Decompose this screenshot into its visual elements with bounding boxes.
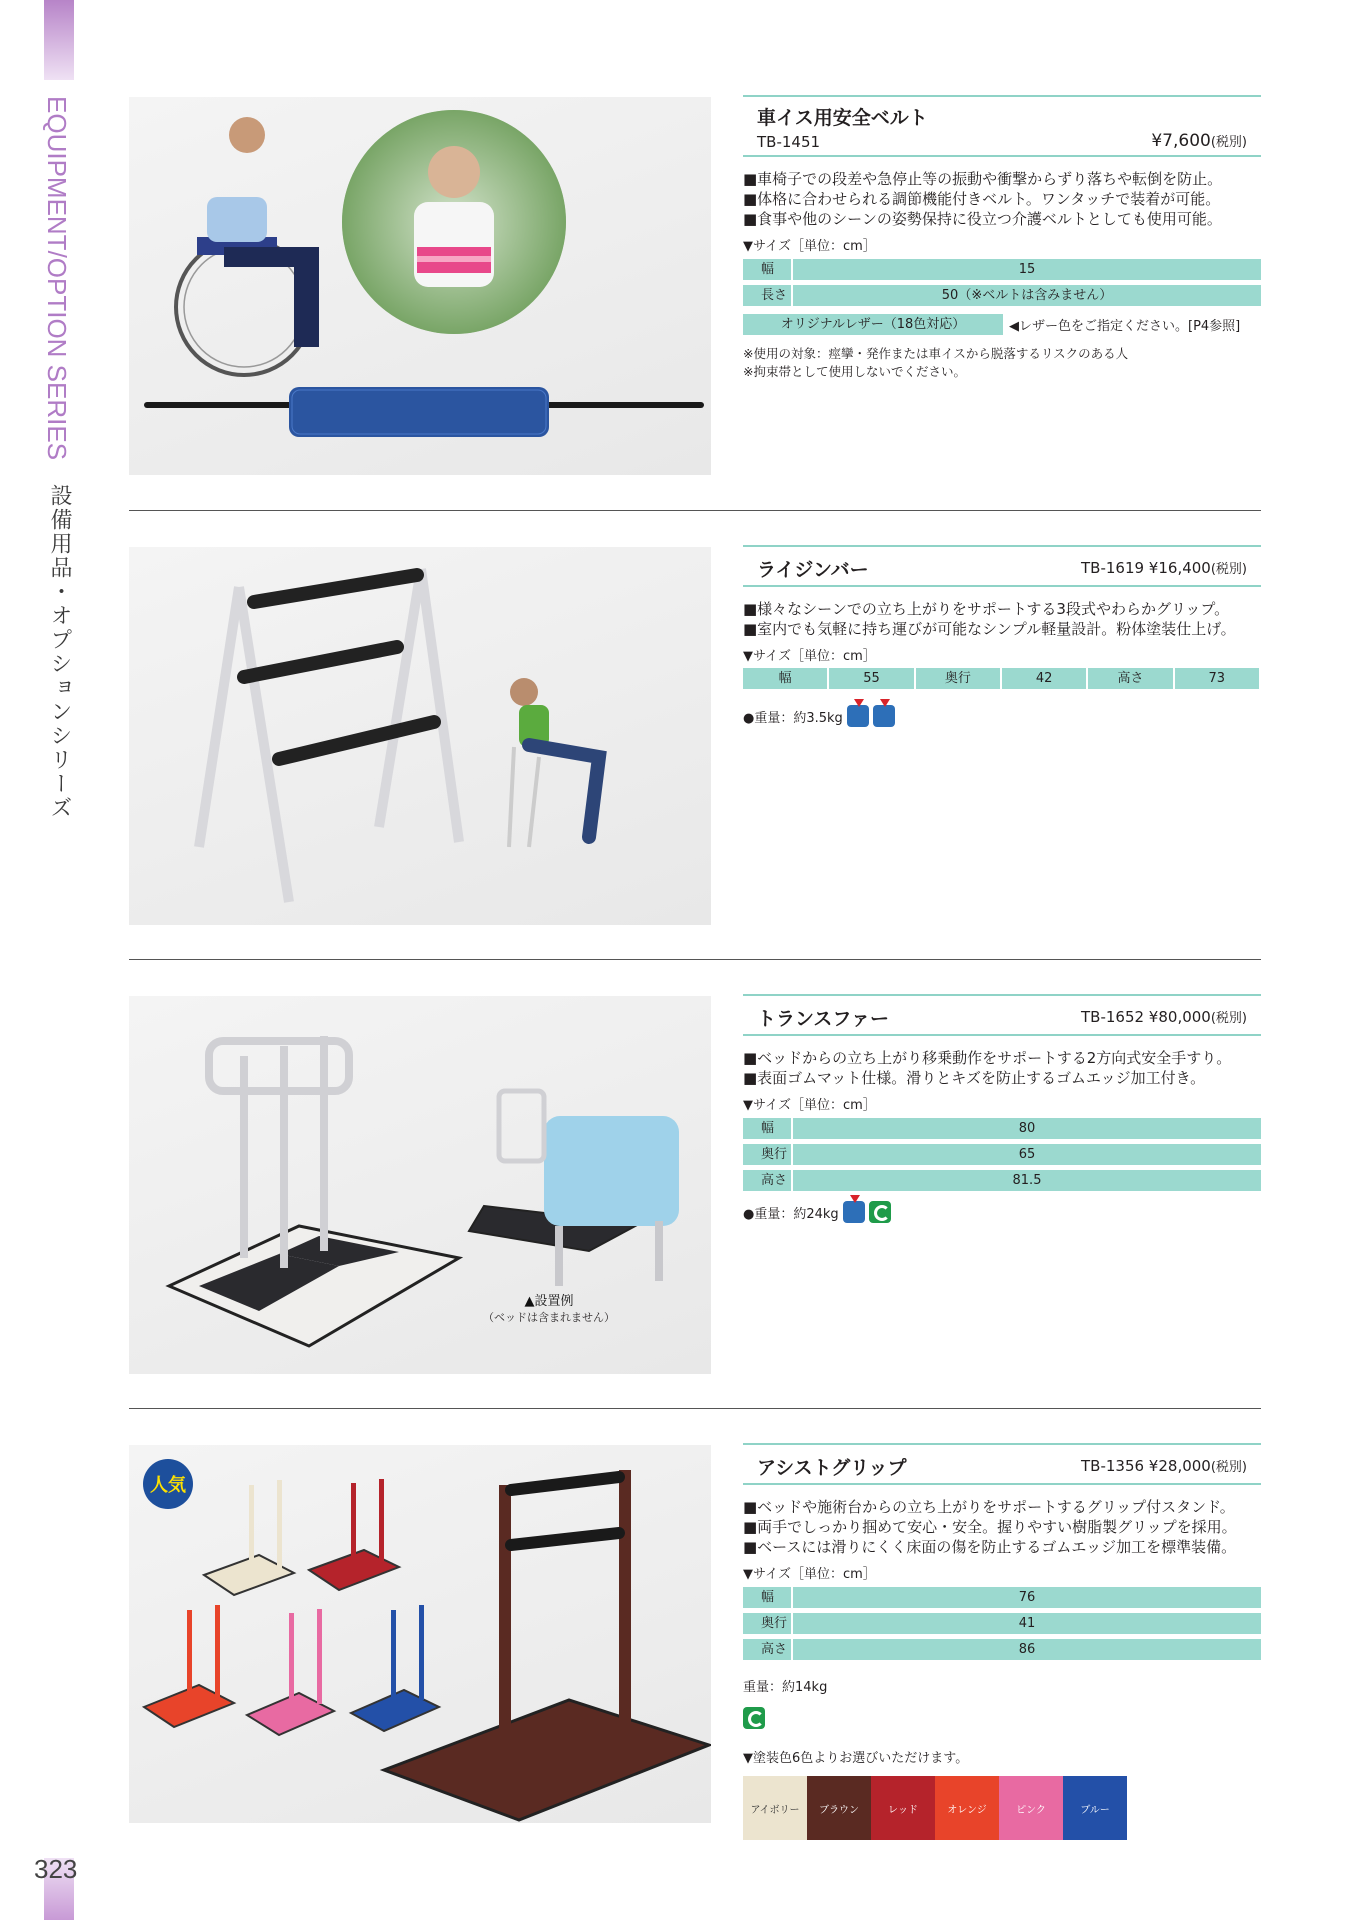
size-value: 55	[829, 668, 915, 689]
price-value: ¥7,600	[1151, 131, 1211, 151]
description-line: ■表面ゴムマット仕様。滑りとキズを防止するゴムエッジ加工付き。	[743, 1069, 1206, 1087]
size-key: 高さ	[743, 1639, 793, 1660]
description-line: ■ベッドや施術台からの立ち上がりをサポートするグリップ付スタンド。	[743, 1498, 1235, 1516]
tax-note: (税別)	[1210, 1460, 1247, 1475]
description-line: ■ベッドからの立ち上がり移乗動作をサポートする2方向式安全手すり。	[743, 1049, 1232, 1067]
size-row	[743, 1118, 1261, 1139]
product-info-transfer	[743, 994, 1261, 1223]
description-line: ■食事や他のシーンの姿勢保持に役立つ介護ベルトとしても使用可能。	[743, 210, 1222, 228]
size-row	[743, 285, 1261, 306]
product-info-rising-bar	[743, 545, 1261, 727]
side-title-en: EQUIPMENT/OPTION SERIES	[42, 96, 72, 461]
product-name: アシストグリップ	[757, 1457, 907, 1479]
size-row	[743, 668, 1261, 689]
product-photo-rising-bar	[129, 547, 711, 925]
size-key: 高さ	[1088, 668, 1174, 689]
model-price: TB-1356 ¥28,000	[1081, 1457, 1211, 1475]
size-key: 幅	[743, 668, 829, 689]
size-value: 86	[1018, 1642, 1036, 1657]
product-header	[743, 1443, 1261, 1485]
size-value: 76	[1018, 1590, 1036, 1605]
product-photo-assist-grip	[129, 1445, 711, 1823]
product-description	[743, 599, 1261, 639]
description-line: ■室内でも気軽に持ち運びが可能なシンプル軽量設計。粉体塗装仕上げ。	[743, 620, 1236, 638]
color-swatch-ivory: アイボリー	[743, 1776, 807, 1840]
caption-note: （ベッドは含まれません）	[483, 1311, 615, 1324]
size-label: ▼サイズ［単位：cm］	[743, 649, 876, 664]
page-number: 323	[34, 1854, 78, 1884]
weight-text: 重量：約14kg	[743, 1680, 828, 1695]
size-value: 42	[1002, 668, 1088, 689]
weight-info	[743, 1201, 1261, 1223]
description-line: ■様々なシーンでの立ち上がりをサポートする3段式やわらかグリップ。	[743, 600, 1230, 618]
product-price	[1081, 558, 1247, 577]
popular-badge: 人気	[143, 1459, 193, 1509]
install-caption	[459, 1290, 639, 1325]
product-info-safety-belt	[743, 95, 1261, 381]
size-label: ▼サイズ［単位：cm］	[743, 1098, 876, 1113]
product-header	[743, 95, 1261, 157]
leather-note: ◀レザー色をご指定ください。[P4参照]	[1009, 319, 1241, 334]
size-value: 80	[1018, 1121, 1036, 1136]
tax-note: (税別)	[1210, 562, 1247, 577]
color-swatch-blue: ブルー	[1063, 1776, 1127, 1840]
size-value: 73	[1175, 668, 1261, 689]
usage-notes	[743, 345, 1261, 381]
size-row	[743, 1639, 1261, 1660]
size-row	[743, 1170, 1261, 1191]
section-divider	[129, 1408, 1261, 1409]
size-key: 幅	[743, 1587, 793, 1608]
description-line: ■車椅子での段差や急停止等の振動や衝撃からずり落ちや転倒を防止。	[743, 170, 1223, 188]
product-photo-safety-belt	[129, 97, 711, 475]
product-price	[1081, 1007, 1247, 1026]
size-row	[743, 1144, 1261, 1165]
size-key: 高さ	[743, 1170, 793, 1191]
weight-text: ●重量：約24kg	[743, 1206, 839, 1222]
model-price: TB-1619 ¥16,400	[1081, 559, 1211, 577]
assembly-icon	[869, 1201, 891, 1223]
size-value: 81.5	[1012, 1173, 1042, 1188]
delivery-box-icon	[873, 705, 895, 727]
size-row	[743, 1587, 1261, 1608]
leather-tag: オリジナルレザー（18色対応）	[743, 314, 1003, 335]
product-name: ライジンバー	[757, 559, 869, 581]
side-accent-top	[44, 0, 74, 80]
size-key: 奥行	[743, 1144, 793, 1165]
section-divider	[129, 510, 1261, 511]
color-swatch-brown: ブラウン	[807, 1776, 871, 1840]
size-value: 50（※ベルトは含みません）	[941, 288, 1113, 303]
model-price: TB-1652 ¥80,000	[1081, 1008, 1211, 1026]
usage-note: ※拘束帯として使用しないでください。	[743, 364, 966, 379]
side-title-jp: 設備用品・オプションシリーズ	[47, 484, 72, 820]
description-line: ■体格に合わせられる調節機能付きベルト。ワンタッチで装着が可能。	[743, 190, 1221, 208]
description-line: ■両手でしっかり掴めて安心・安全。握りやすい樹脂製グリップを採用。	[743, 1518, 1237, 1536]
size-key: 幅	[743, 259, 793, 280]
product-description	[743, 1497, 1261, 1557]
color-swatches	[743, 1776, 1261, 1840]
product-header	[743, 545, 1261, 587]
size-row	[743, 1613, 1261, 1634]
color-swatch-pink: ピンク	[999, 1776, 1063, 1840]
size-key: 奥行	[743, 1613, 793, 1634]
size-key: 幅	[743, 1118, 793, 1139]
product-name: 車イス用安全ベルト	[757, 107, 928, 129]
product-description	[743, 1048, 1261, 1088]
delivery-box-icon	[843, 1201, 865, 1223]
size-value: 15	[1018, 262, 1036, 277]
tax-note: (税別)	[1210, 1011, 1247, 1026]
size-row	[743, 259, 1261, 280]
usage-note: ※使用の対象：痙攣・発作または車イスから脱落するリスクのある人	[743, 346, 1129, 361]
product-price	[1081, 1456, 1247, 1475]
size-label: ▼サイズ［単位：cm］	[743, 1567, 876, 1582]
tax-note: (税別)	[1210, 135, 1247, 150]
size-value: 65	[1018, 1147, 1036, 1162]
weight-info	[743, 1676, 1261, 1695]
product-info-assist-grip	[743, 1443, 1261, 1840]
product-price	[1151, 131, 1247, 151]
caption-title: ▲設置例	[524, 1294, 574, 1309]
product-description	[743, 169, 1261, 229]
assembly-icon	[743, 1707, 765, 1729]
section-divider	[129, 959, 1261, 960]
size-label: ▼サイズ［単位：cm］	[743, 239, 876, 254]
weight-text: ●重量：約3.5kg	[743, 710, 843, 726]
size-value: 41	[1018, 1616, 1036, 1631]
product-model: TB-1451	[757, 133, 821, 151]
description-line: ■ベースには滑りにくく床面の傷を防止するゴムエッジ加工を標準装備。	[743, 1538, 1237, 1556]
product-header	[743, 994, 1261, 1036]
product-name: トランスファー	[757, 1008, 890, 1030]
color-swatch-red: レッド	[871, 1776, 935, 1840]
size-key: 長さ	[743, 285, 793, 306]
leather-option	[743, 314, 1261, 335]
delivery-box-icon	[847, 705, 869, 727]
color-swatch-orange: オレンジ	[935, 1776, 999, 1840]
product-photo-transfer	[129, 996, 711, 1374]
assembly-icon-wrap	[743, 1707, 1261, 1733]
size-key: 奥行	[916, 668, 1002, 689]
weight-info	[743, 705, 1261, 727]
color-label: ▼塗装色6色よりお選びいただけます。	[743, 1751, 969, 1766]
